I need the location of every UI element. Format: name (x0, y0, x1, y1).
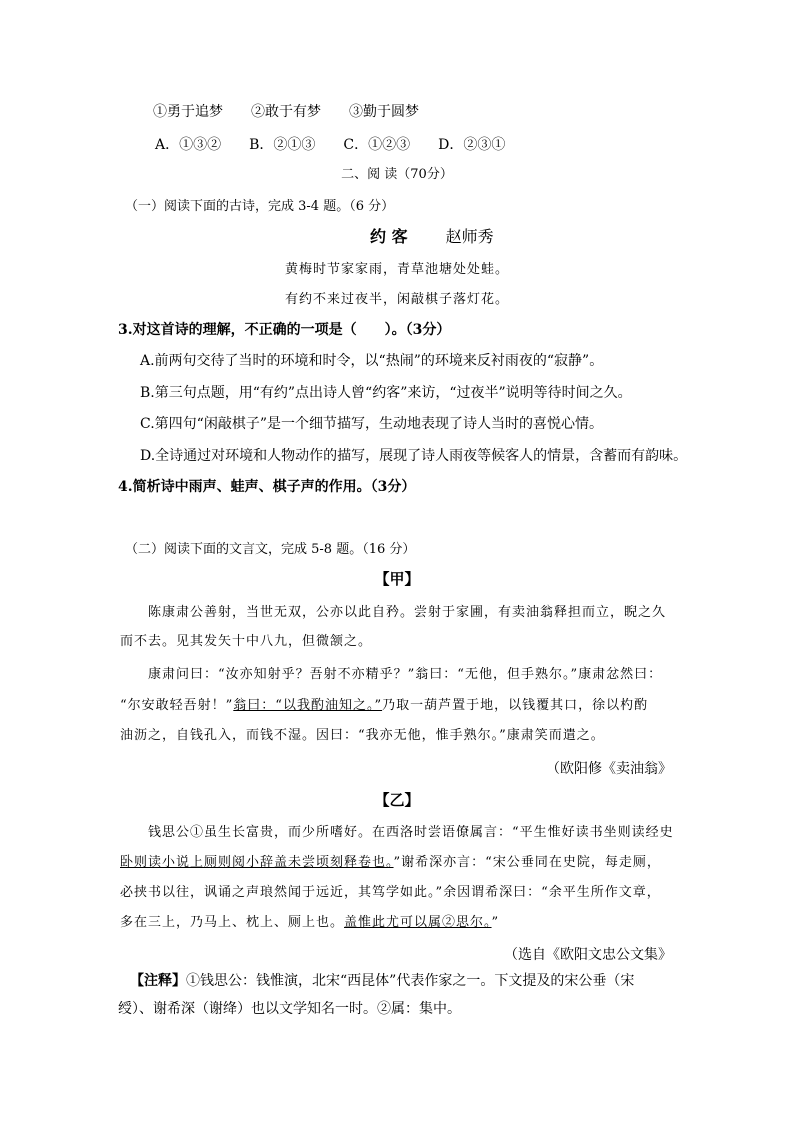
passage-jia-line: 而不去。见其发矢十中八九，但微颔之。 (120, 634, 373, 649)
q2-item-2: ②敢于有梦 (251, 104, 321, 120)
passage-yi-title: 【乙】 (374, 791, 420, 809)
annotation-line (130, 972, 634, 990)
jia-underlined-sentence: 翁曰：“以我酌油知之。” (233, 698, 383, 713)
part2-instruction: （二）阅读下面的文言文，完成 5-8 题。（16 分） (125, 542, 416, 557)
passage-yi-line: 必挟书以往，讽诵之声琅然闻于远近，其笃学如此。”余因谓希深曰：“余平生所作文章， (120, 885, 661, 900)
q2-options (155, 136, 505, 154)
q2-item-3: ③勤于圆梦 (349, 104, 419, 120)
yi-text: ”谢希深亦言：“宋公垂同在史院，每走厕， (393, 855, 661, 870)
yi-text: 多在三上，乃马上、枕上、厕上也。 (120, 915, 345, 930)
passage-yi-source: （选自《欧阳文忠公文集》 (504, 947, 672, 963)
q3-option-c: C.第四句“闲敲棋子”是一个细节描写，生动地表现了诗人当时的喜悦心情。 (140, 416, 603, 432)
annotation-label: 【注释】 (130, 973, 186, 989)
passage-jia-title: 【甲】 (374, 570, 420, 588)
q2-items (153, 103, 419, 121)
poem-line-1: 黄梅时节家家雨，青草池塘处处蛙。 (284, 262, 509, 277)
q2-option-b: B．②①③ (249, 137, 316, 153)
section-title: 二、阅 读（70分） (341, 167, 453, 182)
poem-title: 约 客 (370, 227, 408, 246)
annotation-text: ①钱思公：钱惟演，北宋“西昆体”代表作家之一。下文提及的宋公垂（宋 (186, 973, 635, 989)
q2-option-d: D．②③① (438, 137, 506, 153)
passage-yi-line (120, 854, 661, 872)
yi-text: ” (491, 915, 500, 930)
annotation-line: 绶）、谢希深（谢绛）也以文学知名一时。②属：集中。 (118, 1001, 461, 1017)
q4-stem: 4.简析诗中雨声、蛙声、棋子声的作用。（3分） (118, 479, 416, 495)
q3-option-b: B.第三句点题，用“有约”点出诗人曾“约客”来访，“过夜半”说明等待时间之久。 (140, 385, 632, 401)
q2-item-1: ①勇于追梦 (153, 104, 223, 120)
poem-heading (370, 227, 494, 247)
q2-option-a: A．①③② (155, 137, 222, 153)
q3-option-d: D.全诗通过对环境和人物动作的描写，展现了诗人雨夜等候客人的情景，含蓄而有韵味。 (140, 448, 688, 464)
yi-underlined-sentence: 盖未尝顷刻释卷也。 (274, 855, 394, 870)
passage-jia-line: 康肃问曰：“汝亦知射乎？吾射不亦精乎？”翁曰：“无他，但手熟尔。”康肃忿然曰： (148, 667, 663, 682)
q2-option-c: C．①②③ (343, 137, 411, 153)
passage-jia-line: 油沥之，自钱孔入，而钱不湿。因曰：“我亦无他，惟手熟尔。”康肃笑而遣之。 (120, 728, 605, 743)
jia-text: “尔安敢轻吾射！” (120, 698, 234, 713)
part1-instruction: （一）阅读下面的古诗，完成 3-4 题。（6 分） (125, 199, 395, 214)
passage-yi-line (120, 914, 499, 932)
yi-underlined-text: 卧则读小说上厕则阅小辞 (120, 855, 275, 870)
q3-stem: 3.对这首诗的理解，不正确的一项是（ ）。（3分） (118, 322, 451, 338)
passage-jia-line (120, 697, 648, 715)
yi-underlined-sentence: 盖惟此尤可以属②思尔。 (344, 915, 492, 930)
jia-text: 乃取一葫芦置于地，以钱覆其口，徐以杓酌 (382, 698, 649, 713)
passage-jia-source: （欧阳修《卖油翁》 (546, 761, 672, 777)
passage-jia-line: 陈康肃公善射，当世无双，公亦以此自矜。尝射于家圃，有卖油翁释担而立，睨之久 (148, 605, 667, 620)
passage-yi-line: 钱思公①虽生长富贵，而少所嗜好。在西洛时尝语僚属言：“平生惟好读书坐则读经史 (148, 825, 674, 840)
q3-option-a: A.前两句交待了当时的环境和时令，以“热闹”的环境来反衬雨夜的“寂静”。 (140, 353, 604, 369)
poem-author: 赵师秀 (445, 227, 494, 246)
poem-line-2: 有约不来过夜半，闲敲棋子落灯花。 (284, 292, 509, 307)
